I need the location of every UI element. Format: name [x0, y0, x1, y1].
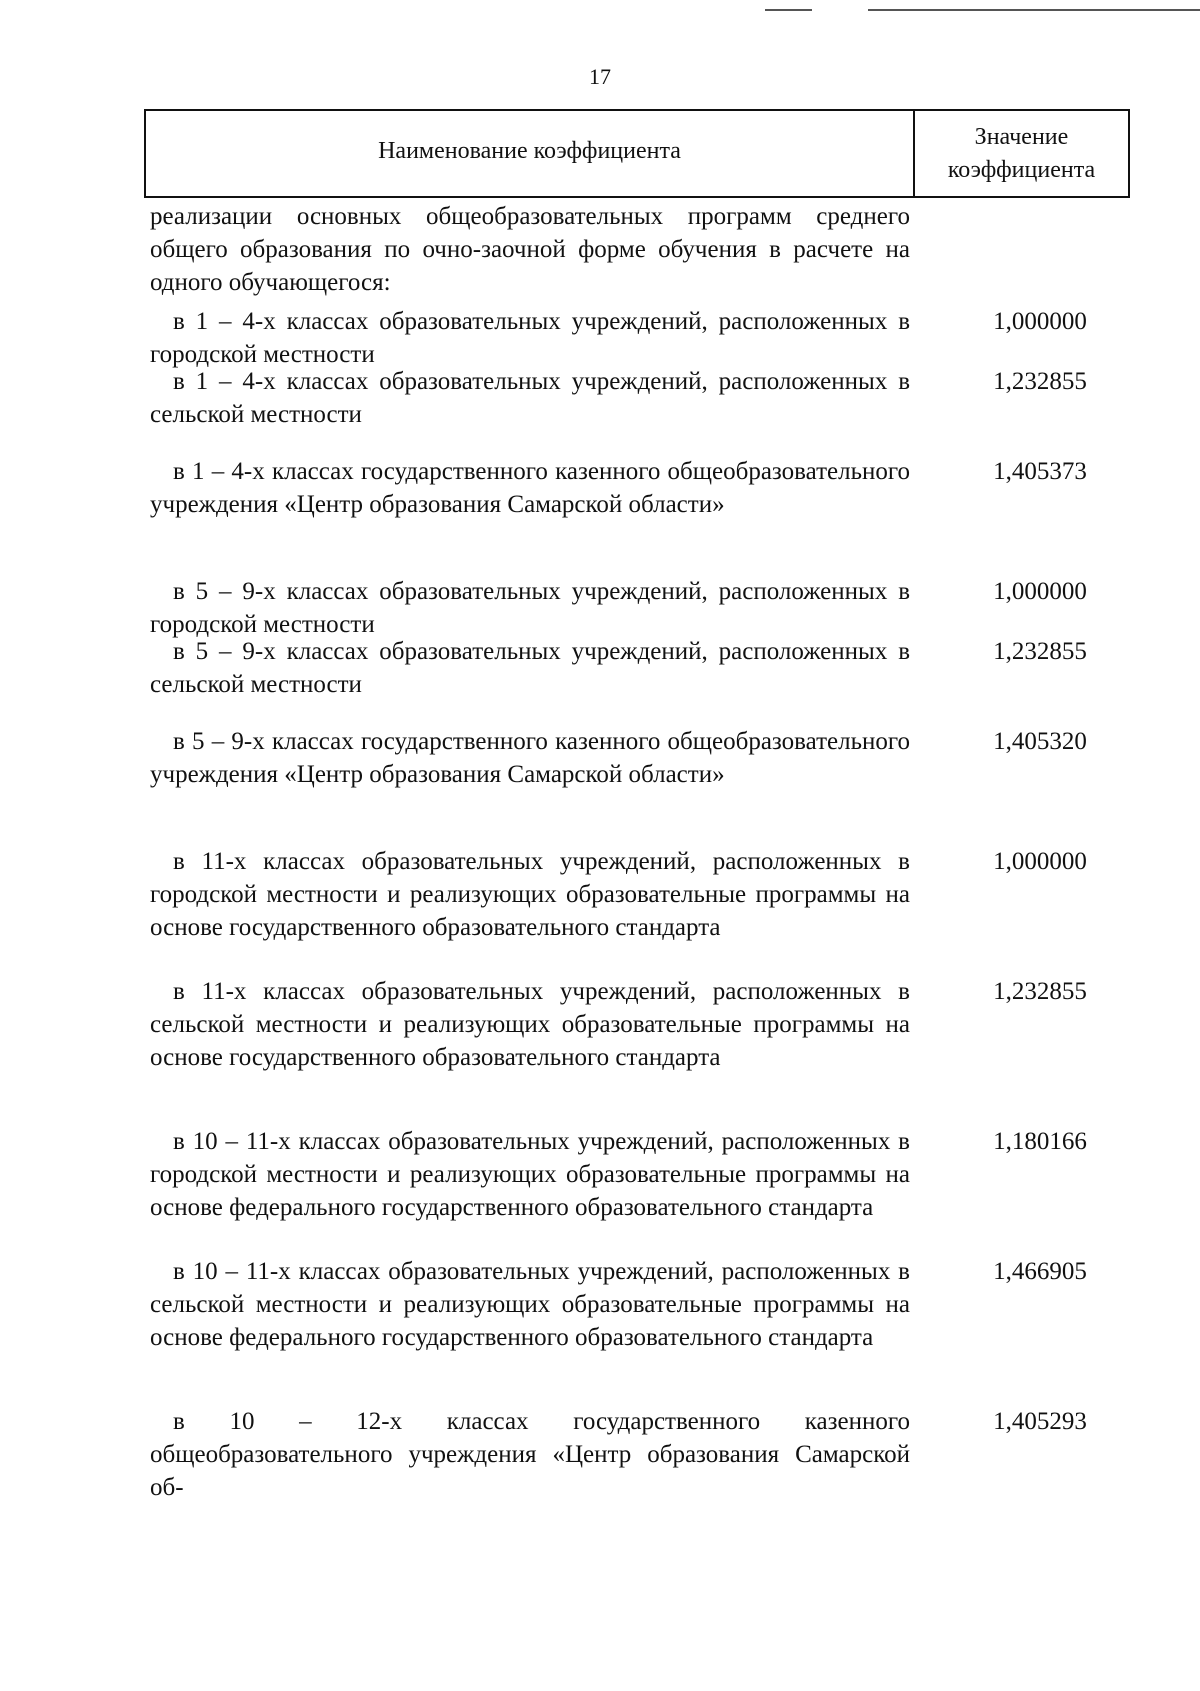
scan-artifact-line	[765, 9, 812, 11]
row-description: в 1 – 4-х классах образовательных учреждений, расположенных в сельской местности	[150, 368, 910, 428]
row-description: в 5 – 9-х классах образовательных учреждений, расположенных в городской местности	[150, 578, 910, 638]
table-row	[150, 365, 1130, 431]
row-description: в 5 – 9-х классах образовательных учреждений, расположенных в сельской местности	[150, 638, 910, 698]
table-row	[150, 455, 1130, 521]
row-value: 1,000000	[993, 848, 1087, 875]
table-row	[150, 1255, 1130, 1354]
row-value: 1,000000	[993, 578, 1087, 605]
table-row	[150, 575, 1130, 641]
row-value: 1,405373	[993, 458, 1087, 485]
row-description: в 1 – 4-х классах государственного казенного общеобразовательного учреждения «Центр образования Самарской области»	[150, 458, 910, 518]
row-description: в 1 – 4-х классах образовательных учреждений, расположенных в городской местности	[150, 308, 910, 368]
table-row	[150, 305, 1130, 371]
row-description: в 11-х классах образовательных учреждений, расположенных в городской местности и реализующих образовательные программы на основе государственного образовательного стандарта	[150, 848, 910, 941]
header-coefficient-name: Наименование коэффициента	[146, 111, 915, 196]
row-description: в 10 – 11-х классах образовательных учреждений, расположенных в городской местности и реализующих образовательные программы на основе федерального государственного образовательного стандарта	[150, 1128, 910, 1221]
scan-artifact-line	[868, 9, 1200, 11]
row-description: в 5 – 9-х классах государственного казенного общеобразовательного учреждения «Центр образования Самарской области»	[150, 728, 910, 788]
row-value: 1,232855	[993, 638, 1087, 665]
table-header	[144, 109, 1130, 198]
row-value: 1,232855	[993, 368, 1087, 395]
row-value: 1,232855	[993, 978, 1087, 1005]
table-row	[150, 845, 1130, 944]
row-description: в 11-х классах образовательных учреждений, расположенных в сельской местности и реализующих образовательные программы на основе государственного образовательного стандарта	[150, 978, 910, 1071]
table-row	[150, 975, 1130, 1074]
table-row	[150, 635, 1130, 701]
row-value: 1,180166	[993, 1128, 1087, 1155]
row-description: в 10 – 12-х классах государственного казенного общеобразовательного учреждения «Центр образования Самарской об-	[150, 1408, 910, 1501]
row-value: 1,466905	[993, 1258, 1087, 1285]
coefficient-table-body	[150, 200, 1130, 1501]
row-value: 1,405320	[993, 728, 1087, 755]
row-value: 1,000000	[993, 308, 1087, 335]
table-row	[150, 1125, 1130, 1224]
intro-text: реализации основных общеобразовательных программ среднего общего образования по очно-заочной форме обучения в расчете на одного обучающегося:	[150, 203, 910, 296]
header-coefficient-value: Значение коэффициента	[947, 123, 1096, 183]
table-row	[150, 725, 1130, 791]
page-number: 17	[589, 64, 611, 89]
row-description: в 10 – 11-х классах образовательных учреждений, расположенных в сельской местности и реализующих образовательные программы на основе федерального государственного образовательного стандарта	[150, 1258, 910, 1351]
table-row	[150, 1405, 1130, 1504]
row-value: 1,405293	[993, 1408, 1087, 1435]
